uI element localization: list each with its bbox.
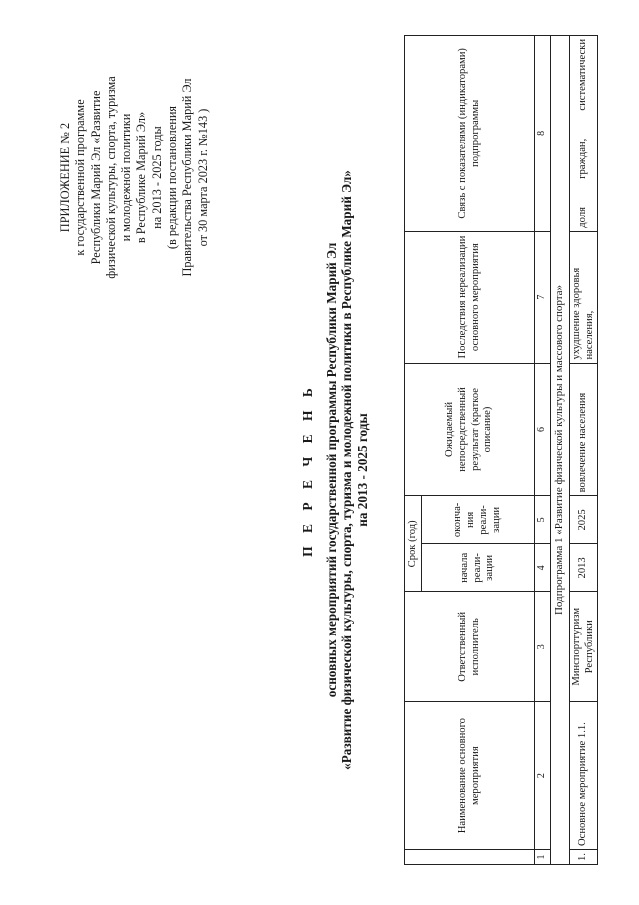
row-number: 1. [569, 850, 598, 865]
column-number: 2 [535, 702, 551, 850]
appendix-block [58, 25, 211, 330]
row-start: 2013 [569, 544, 598, 592]
table-row [569, 36, 598, 865]
row-indicators: доля граждан, систематически [569, 36, 598, 232]
measures-table [404, 35, 598, 865]
header-indicators: Связь с показателями (индикаторами) подпрограммы [405, 36, 535, 232]
header-number [405, 850, 535, 865]
appendix-line: на 2013 - 2025 годы [149, 126, 164, 229]
header-start: начала реали-зации [422, 544, 535, 592]
column-number: 5 [535, 496, 551, 544]
subtitle-line: на 2013 - 2025 годы [354, 413, 370, 527]
subprogram-title: Подпрограмма 1 «Развитие физической культуры и массового спорта» [550, 36, 569, 865]
appendix-line: от 30 марта 2023 г. №143 ) [195, 108, 210, 247]
document-title: П Е Р Е Ч Е Н Ь [300, 383, 315, 557]
header-period: Срок (год) [405, 496, 422, 592]
column-number: 8 [535, 36, 551, 232]
appendix-line: (в редакции постановления [165, 105, 180, 250]
row-end: 2025 [569, 496, 598, 544]
appendix-line: Правительства Республики Марий Эл [180, 78, 195, 277]
subtitle-line: основных мероприятий государственной программы Республики Марий Эл [324, 242, 339, 698]
header-result: Ожидаемый непосредственный результат (краткое описание) [405, 363, 535, 496]
column-number: 1 [535, 850, 551, 865]
column-number: 4 [535, 544, 551, 592]
column-numbers-row [535, 36, 551, 865]
appendix-line: в Республике Марий Эл» [134, 111, 149, 244]
appendix-line: ПРИЛОЖЕНИЕ № 2 [58, 122, 72, 233]
document-title-block [300, 75, 370, 865]
header-consequences: Последствия нереализации основного мероприятия [405, 231, 535, 363]
row-name: Основное мероприятие 1.1. [569, 702, 598, 850]
column-number: 7 [535, 231, 551, 363]
column-number: 3 [535, 592, 551, 702]
header-row [405, 36, 422, 865]
header-end: оконча-ния реали-зации [422, 496, 535, 544]
row-result: вовлечение населения [569, 363, 598, 496]
appendix-line: к государственной программе [73, 99, 88, 256]
appendix-line: и молодежной политики [119, 113, 134, 242]
row-consequences: ухудшение здоровья населения, [569, 231, 598, 363]
appendix-line: физической культуры, спорта, туризма [103, 76, 118, 279]
subprogram-row [550, 36, 569, 865]
document-subtitle [324, 75, 370, 865]
column-number: 6 [535, 363, 551, 496]
appendix-line: Республики Марий Эл «Развитие [88, 90, 103, 265]
row-executor: Минспорттуризм Республики [569, 592, 598, 702]
header-name: Наименование основного мероприятия [405, 702, 535, 850]
subtitle-line: «Развитие физической культуры, спорта, туризма и молодежной политики в Республике Марий Эл» [339, 170, 355, 770]
header-executor: Ответственный исполнитель [405, 592, 535, 702]
